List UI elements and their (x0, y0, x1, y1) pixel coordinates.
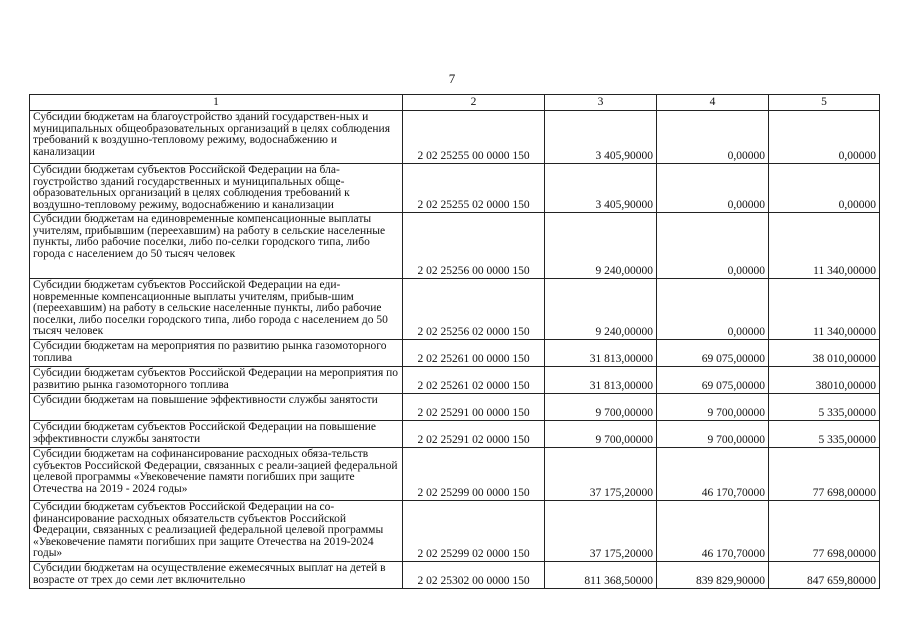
row-code-cell: 2 02 25261 00 0000 150 (403, 340, 545, 367)
table-row (30, 421, 880, 448)
table-row (30, 501, 880, 562)
column-header: 2 (403, 95, 545, 111)
column-header: 3 (545, 95, 657, 111)
row-code-cell: 2 02 25255 02 0000 150 (403, 164, 545, 213)
row-code-cell: 2 02 25302 00 0000 150 (403, 562, 545, 589)
row-name-cell: Субсидии бюджетам на осуществление ежемесячных выплат на детей в возрасте от трех до семи лет включительно (30, 562, 403, 589)
column-header: 4 (657, 95, 769, 111)
row-value-3-cell: 38 010,00000 (769, 340, 880, 367)
table-row (30, 340, 880, 367)
row-value-1-cell: 9 240,00000 (545, 213, 657, 279)
row-value-2-cell: 9 700,00000 (657, 394, 769, 421)
row-value-2-cell: 69 075,00000 (657, 367, 769, 394)
table-row (30, 448, 880, 501)
row-name-cell: Субсидии бюджетам на софинансирование расходных обяза-тельств субъектов Российской Федерации, связанных с реали-зацией федеральной целевой программы «Увековечение памяти погибших при защите Отечества на 2019 - 2024 годы» (30, 448, 403, 501)
row-value-2-cell: 69 075,00000 (657, 340, 769, 367)
row-value-1-cell: 9 700,00000 (545, 394, 657, 421)
table-row (30, 213, 880, 279)
row-value-2-cell: 46 170,70000 (657, 501, 769, 562)
row-value-2-cell: 9 700,00000 (657, 421, 769, 448)
row-value-1-cell: 31 813,00000 (545, 340, 657, 367)
column-header: 1 (30, 95, 403, 111)
row-value-3-cell: 0,00000 (769, 111, 880, 164)
row-value-1-cell: 31 813,00000 (545, 367, 657, 394)
row-name-cell: Субсидии бюджетам субъектов Российской Федерации на мероприятия по развитию рынка газомоторного топлива (30, 367, 403, 394)
row-value-1-cell: 9 700,00000 (545, 421, 657, 448)
table-row (30, 111, 880, 164)
table-row (30, 367, 880, 394)
row-code-cell: 2 02 25291 00 0000 150 (403, 394, 545, 421)
row-code-cell: 2 02 25299 00 0000 150 (403, 448, 545, 501)
row-value-3-cell: 11 340,00000 (769, 213, 880, 279)
table-row (30, 562, 880, 589)
row-value-3-cell: 11 340,00000 (769, 279, 880, 340)
row-name-cell: Субсидии бюджетам на повышение эффективности службы занятости (30, 394, 403, 421)
row-name-cell: Субсидии бюджетам на благоустройство зданий государствен-ных и муниципальных общеобразовательных организаций в целях соблюдения требований к воздушно-тепловому режиму, водоснабжению и канализации (30, 111, 403, 164)
row-value-3-cell: 5 335,00000 (769, 421, 880, 448)
row-name-cell: Субсидии бюджетам на мероприятия по развитию рынка газомоторного топлива (30, 340, 403, 367)
table-row (30, 279, 880, 340)
column-header: 5 (769, 95, 880, 111)
row-value-3-cell: 5 335,00000 (769, 394, 880, 421)
row-value-2-cell: 839 829,90000 (657, 562, 769, 589)
row-code-cell: 2 02 25256 00 0000 150 (403, 213, 545, 279)
row-value-2-cell: 0,00000 (657, 111, 769, 164)
row-value-1-cell: 9 240,00000 (545, 279, 657, 340)
row-name-cell: Субсидии бюджетам субъектов Российской Федерации на еди-новременные компенсационные выплаты учителям, прибыв-шим (переехавшим) на работу в сельские населенные пункты, либо рабочие поселки, либо поселки городского типа, либо города с населением до 50 тысяч человек (30, 279, 403, 340)
row-value-3-cell: 847 659,80000 (769, 562, 880, 589)
table-row (30, 164, 880, 213)
budget-table (29, 94, 880, 589)
row-value-1-cell: 3 405,90000 (545, 111, 657, 164)
row-value-1-cell: 37 175,20000 (545, 501, 657, 562)
row-value-1-cell: 3 405,90000 (545, 164, 657, 213)
table-header-row (30, 95, 880, 111)
row-code-cell: 2 02 25261 02 0000 150 (403, 367, 545, 394)
row-value-2-cell: 0,00000 (657, 164, 769, 213)
row-code-cell: 2 02 25299 02 0000 150 (403, 501, 545, 562)
row-code-cell: 2 02 25255 00 0000 150 (403, 111, 545, 164)
row-value-2-cell: 0,00000 (657, 213, 769, 279)
row-value-1-cell: 37 175,20000 (545, 448, 657, 501)
row-code-cell: 2 02 25256 02 0000 150 (403, 279, 545, 340)
row-value-1-cell: 811 368,50000 (545, 562, 657, 589)
row-name-cell: Субсидии бюджетам субъектов Российской Федерации на бла-гоустройство зданий государственных и муниципальных обще-образовательных организаций в целях соблюдения требований к воздушно-тепловому режиму, водоснабжению и канализации (30, 164, 403, 213)
row-name-cell: Субсидии бюджетам субъектов Российской Федерации на повышение эффективности службы занятости (30, 421, 403, 448)
row-value-3-cell: 38010,00000 (769, 367, 880, 394)
row-name-cell: Субсидии бюджетам на единовременные компенсационные выплаты учителям, прибывшим (переехавшим) на работу в сельские населенные пункты, либо рабочие поселки, либо по-селки городского типа, либо города с населением до 50 тысяч человек (30, 213, 403, 279)
row-value-3-cell: 77 698,00000 (769, 448, 880, 501)
row-value-3-cell: 77 698,00000 (769, 501, 880, 562)
page-number: 7 (448, 71, 456, 86)
row-code-cell: 2 02 25291 02 0000 150 (403, 421, 545, 448)
table-row (30, 394, 880, 421)
row-value-3-cell: 0,00000 (769, 164, 880, 213)
row-value-2-cell: 46 170,70000 (657, 448, 769, 501)
row-value-2-cell: 0,00000 (657, 279, 769, 340)
row-name-cell: Субсидии бюджетам субъектов Российской Федерации на со-финансирование расходных обязательств субъектов Российской Федерации, связанных с реализацией федеральной целевой программы «Увековечение памяти погибших при защите Отечества на 2019-2024 годы» (30, 501, 403, 562)
